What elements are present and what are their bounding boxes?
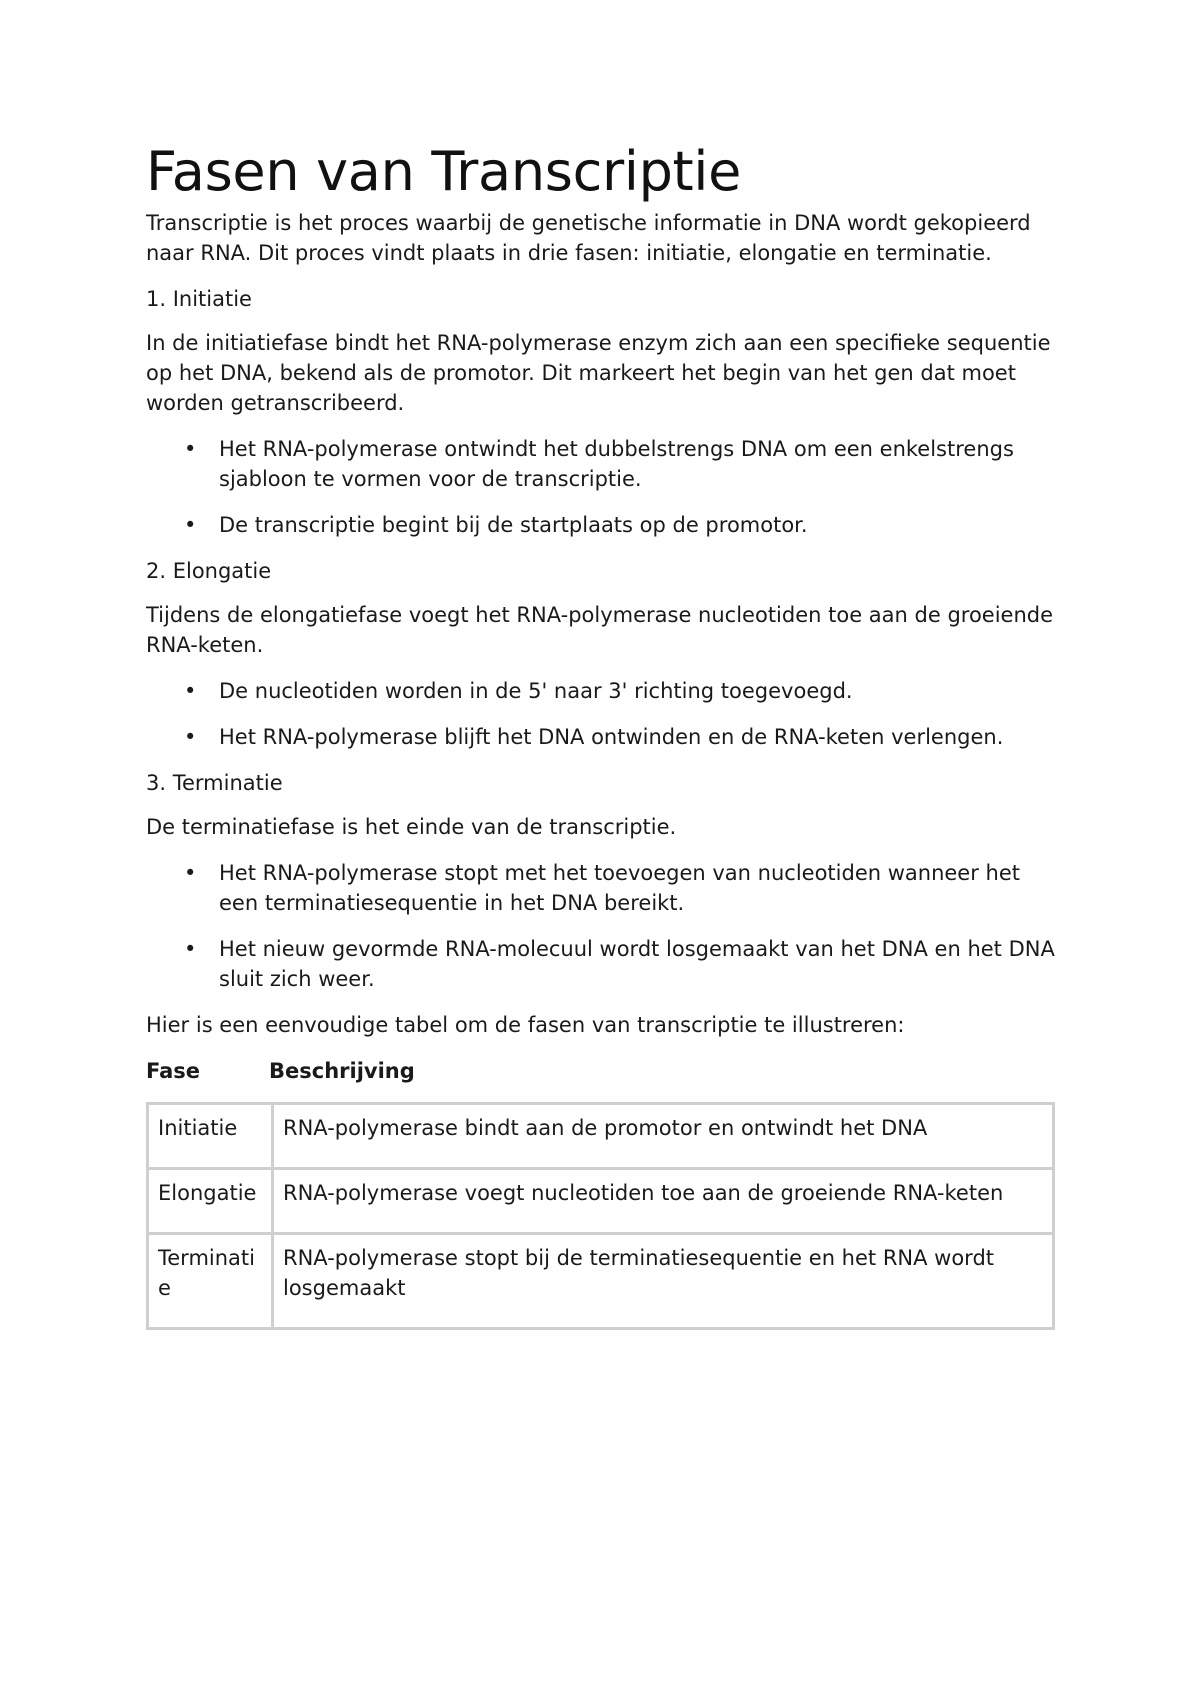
bullet-list-terminatie [146,858,1056,994]
section-text-elongatie: Tijdens de elongatiefase voegt het RNA-polymerase nucleotiden toe aan de groeiende RNA-keten. [146,603,1054,657]
bullet-icon: • [184,937,197,961]
list-item [146,510,1056,540]
list-item [146,676,1056,706]
bullet-list-initiatie [146,434,1056,540]
section-heading-elongatie: 2. Elongatie [146,559,272,583]
list-item [146,858,1056,918]
list-item-text: De transcriptie begint bij de startplaats op de promotor. [219,513,808,537]
list-item-text: Het RNA-polymerase stopt met het toevoegen van nucleotiden wanneer het een terminatiesequentie in het DNA bereikt. [219,861,1021,915]
table-intro: Hier is een eenvoudige tabel om de fasen van transcriptie te illustreren: [146,1013,905,1037]
section-heading-terminatie: 3. Terminatie [146,771,283,795]
list-item-text: Het nieuw gevormde RNA-molecuul wordt losgemaakt van het DNA en het DNA sluit zich weer. [219,937,1055,991]
bullet-icon: • [184,437,197,461]
section-heading-initiatie: 1. Initiatie [146,287,252,311]
table-cell-description: RNA-polymerase bindt aan de promotor en ontwindt het DNA [273,1104,1054,1169]
list-item-text: Het RNA-polymerase blijft het DNA ontwinden en de RNA-keten verlengen. [219,725,1004,749]
table-header-fase: Fase [146,1059,201,1083]
document-page [146,138,1056,1330]
section-text-initiatie: In de initiatiefase bindt het RNA-polymerase enzym zich aan een specifieke sequentie op het DNA, bekend als de promotor. Dit markeert het begin van het gen dat moet worden getranscribeerd. [146,331,1051,415]
page-title: Fasen van Transcriptie [146,140,742,203]
table-cell-phase: Terminatie [148,1234,273,1329]
table-cell-phase: Initiatie [148,1104,273,1169]
list-item [146,434,1056,494]
bullet-list-elongatie [146,676,1056,752]
table-cell-phase: Elongatie [148,1169,273,1234]
table-header-beschrijving: Beschrijving [269,1059,415,1083]
list-item [146,722,1056,752]
table-header-row [146,1056,1056,1086]
intro-paragraph: Transcriptie is het proces waarbij de genetische informatie in DNA wordt gekopieerd naar RNA. Dit proces vindt plaats in drie fasen: initiatie, elongatie en terminatie. [146,211,1031,265]
table-cell-description: RNA-polymerase voegt nucleotiden toe aan de groeiende RNA-keten [273,1169,1054,1234]
table-row [148,1234,1054,1329]
bullet-icon: • [184,679,197,703]
bullet-icon: • [184,725,197,749]
bullet-icon: • [184,861,197,885]
table-row [148,1104,1054,1169]
bullet-icon: • [184,513,197,537]
section-text-terminatie: De terminatiefase is het einde van de transcriptie. [146,815,677,839]
phases-table [146,1102,1055,1330]
list-item-text: De nucleotiden worden in de 5' naar 3' richting toegevoegd. [219,679,853,703]
table-row [148,1169,1054,1234]
table-cell-description: RNA-polymerase stopt bij de terminatiesequentie en het RNA wordt losgemaakt [273,1234,1054,1329]
list-item [146,934,1056,994]
list-item-text: Het RNA-polymerase ontwindt het dubbelstrengs DNA om een enkelstrengs sjabloon te vormen voor de transcriptie. [219,437,1014,491]
